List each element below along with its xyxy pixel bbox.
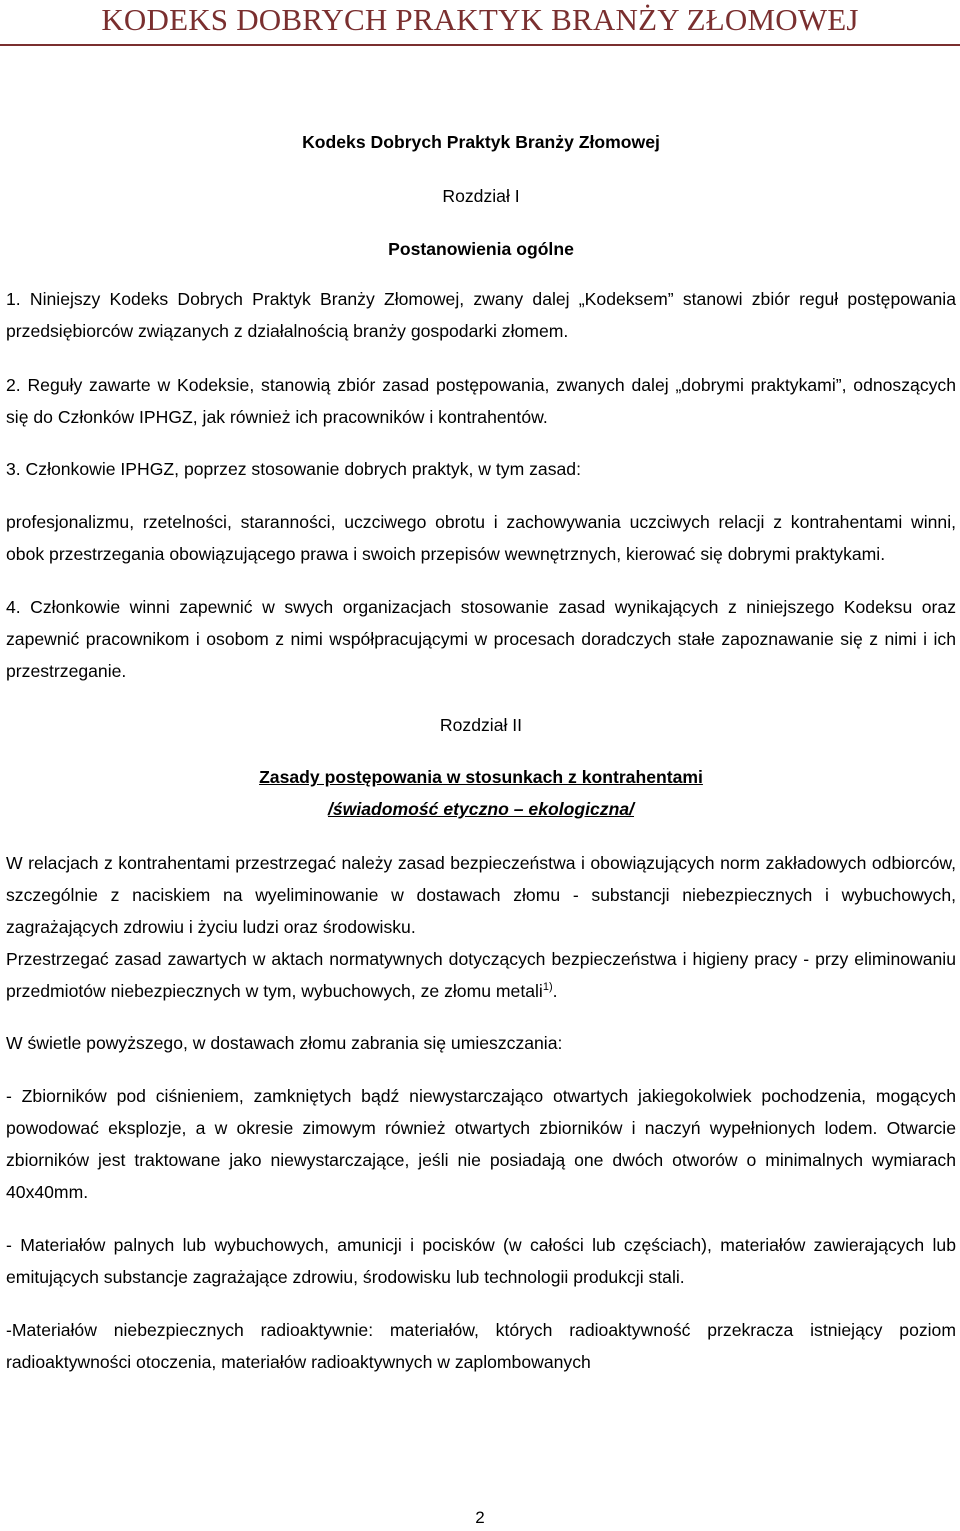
paragraph-6-end: .: [552, 981, 558, 1001]
list-item-flammables: - Materiałów palnych lub wybuchowych, amunicji i pocisków (w całości lub częściach), materiałów zawierających lub emitujących substancje zagrażające zdrowiu, środowisku lub technologii produkcji stali.: [6, 1235, 956, 1287]
paragraph-6-text: Przestrzegać zasad zawartych w aktach normatywnych dotyczących bezpieczeństwa i higieny pracy - przy eliminowaniu przedmiotów niebezpiecznych w tym, wybuchowych, ze złomu metali: [6, 949, 956, 1001]
document-body: [6, 126, 956, 1378]
header-title: KODEKS DOBRYCH PRAKTYK BRANŻY ZŁOMOWEJ: [101, 2, 859, 37]
page-number: 2: [475, 1508, 485, 1527]
list-item-containers: - Zbiorników pod ciśnieniem, zamkniętych bądź niewystarczająco otwartych jakiegokolwiek pochodzenia, mogących powodować eksplozje, a w okresie zimowym również otwartych zbiorników i naczyń wypełnionych lodem. Otwarcie zbiorników jest traktowane jako niewystarczające, jeśli nie posiadają one dwóch otworów o minimalnych wymiarach 40x40mm.: [6, 1086, 956, 1202]
chapter-2-label: Rozdział II: [439, 715, 523, 735]
chapter-2-heading: Zasady postępowania w stosunkach z kontrahentami: [259, 767, 703, 787]
list-item-radioactive: -Materiałów niebezpiecznych radioaktywnie: materiałów, których radioaktywność przekracza istniejący poziom radioaktywności otoczenia, materiałów radioaktywnych w zaplombowanych: [6, 1320, 956, 1372]
paragraph-1: 1. Niniejszy Kodeks Dobrych Praktyk Branży Złomowej, zwany dalej „Kodeksem” stanowi zbiór reguł postępowania przedsiębiorców związanych z działalnością branży gospodarki złomem.: [6, 289, 956, 341]
chapter-2-subheading: /świadomość etyczno – ekologiczna/: [327, 799, 635, 819]
paragraph-3-body: profesjonalizmu, rzetelności, staranności, uczciwego obrotu i zachowywania uczciwych relacji z kontrahentami winni, obok przestrzegania obowiązującego prawa i swoich przepisów wewnętrznych, kierować się dobrymi praktykami.: [6, 512, 956, 564]
paragraph-7: W świetle powyższego, w dostawach złomu zabrania się umieszczania:: [6, 1033, 563, 1053]
paragraph-4: 4. Członkowie winni zapewnić w swych organizacjach stosowanie zasad wynikających z niniejszego Kodeksu oraz zapewnić pracownikom i osobom z nimi współpracującymi w procesach doradczych stałe zapoznawanie się z nimi i ich przestrzeganie.: [6, 597, 956, 681]
document-title: Kodeks Dobrych Praktyk Branży Złomowej: [302, 132, 660, 152]
chapter-1-label: Rozdział I: [442, 186, 520, 206]
chapter-1-heading: Postanowienia ogólne: [388, 239, 574, 259]
paragraph-2: 2. Reguły zawarte w Kodeksie, stanowią zbiór zasad postępowania, zwanych dalej „dobrymi praktykami”, odnoszących się do Członków IPHGZ, jak również ich pracowników i kontrahentów.: [6, 375, 956, 427]
paragraph-5: W relacjach z kontrahentami przestrzegać należy zasad bezpieczeństwa i obowiązujących norm zakładowych odbiorców, szczególnie z naciskiem na wyeliminowanie w dostawach złomu - substancji niebezpiecznych i wybuchowych, zagrażających zdrowiu i życiu ludzi oraz środowisku.: [6, 853, 956, 937]
footnote-marker: 1): [542, 981, 553, 993]
paragraph-6: [6, 943, 956, 1007]
paragraph-3-intro: 3. Członkowie IPHGZ, poprzez stosowanie dobrych praktyk, w tym zasad:: [6, 459, 581, 479]
page-header: [0, 0, 960, 46]
